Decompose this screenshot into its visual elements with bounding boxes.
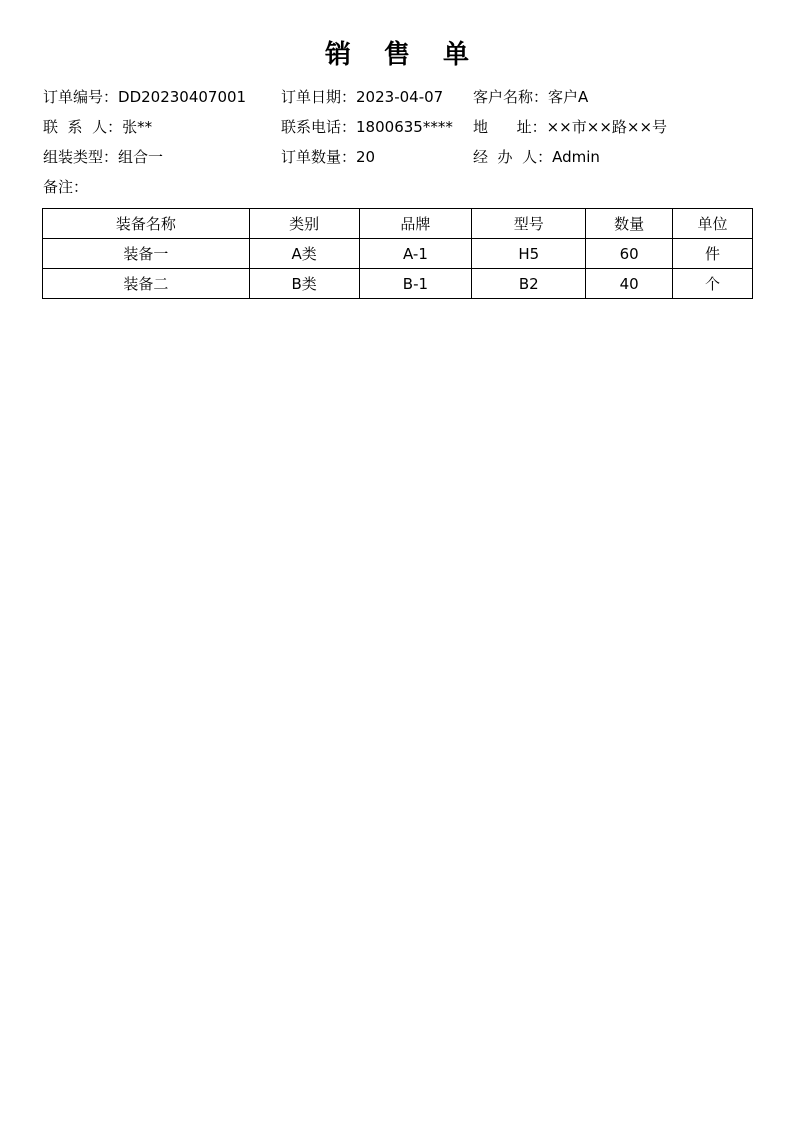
address-field xyxy=(473,116,667,138)
cell-quantity: 60 xyxy=(586,239,673,269)
cell-quantity: 40 xyxy=(586,269,673,299)
customer-name-label: 客户名称： xyxy=(473,88,549,106)
handler-label: 经 办 人： xyxy=(473,148,553,166)
document-title: 销 售 单 xyxy=(324,40,482,70)
header-equipment-name: 装备名称 xyxy=(43,209,250,239)
cell-unit: 个 xyxy=(673,269,753,299)
order-quantity-value: 20 xyxy=(356,148,376,166)
cell-category: A类 xyxy=(249,239,359,269)
cell-model: B2 xyxy=(472,269,586,299)
phone-field xyxy=(281,116,453,138)
cell-brand: B-1 xyxy=(359,269,472,299)
order-number-value: DD20230407001 xyxy=(118,88,247,106)
cell-unit: 件 xyxy=(673,239,753,269)
header-category: 类别 xyxy=(249,209,359,239)
header-quantity: 数量 xyxy=(586,209,673,239)
cell-brand: A-1 xyxy=(359,239,472,269)
contact-person-field xyxy=(43,116,152,138)
remark-field xyxy=(43,176,88,198)
order-quantity-label: 订单数量： xyxy=(281,148,357,166)
order-number-label: 订单编号： xyxy=(43,88,119,106)
handler-field xyxy=(473,146,600,168)
handler-value: Admin xyxy=(552,148,600,166)
table-row xyxy=(43,239,753,269)
order-number-field xyxy=(43,86,246,108)
cell-equipment-name: 装备二 xyxy=(43,269,250,299)
cell-category: B类 xyxy=(249,269,359,299)
address-label: 地 址： xyxy=(473,118,547,136)
cell-model: H5 xyxy=(472,239,586,269)
table-row xyxy=(43,269,753,299)
order-date-label: 订单日期： xyxy=(281,88,357,106)
header-model: 型号 xyxy=(472,209,586,239)
assembly-type-label: 组装类型： xyxy=(43,148,119,166)
customer-name-value: 客户A xyxy=(548,88,589,106)
remark-label: 备注： xyxy=(43,178,89,196)
customer-name-field xyxy=(473,86,588,108)
cell-equipment-name: 装备一 xyxy=(43,239,250,269)
order-quantity-field xyxy=(281,146,375,168)
assembly-type-value: 组合一 xyxy=(118,148,164,166)
order-date-value: 2023-04-07 xyxy=(356,88,444,106)
order-date-field xyxy=(281,86,443,108)
header-unit: 单位 xyxy=(673,209,753,239)
contact-person-value: 张** xyxy=(122,118,153,136)
table-header-row xyxy=(43,209,753,239)
header-brand: 品牌 xyxy=(359,209,472,239)
address-value: ××市××路××号 xyxy=(546,118,668,136)
phone-value: 1800635**** xyxy=(356,118,453,136)
assembly-type-field xyxy=(43,146,163,168)
equipment-table xyxy=(42,208,753,299)
phone-label: 联系电话： xyxy=(281,118,357,136)
contact-person-label: 联 系 人： xyxy=(43,118,123,136)
